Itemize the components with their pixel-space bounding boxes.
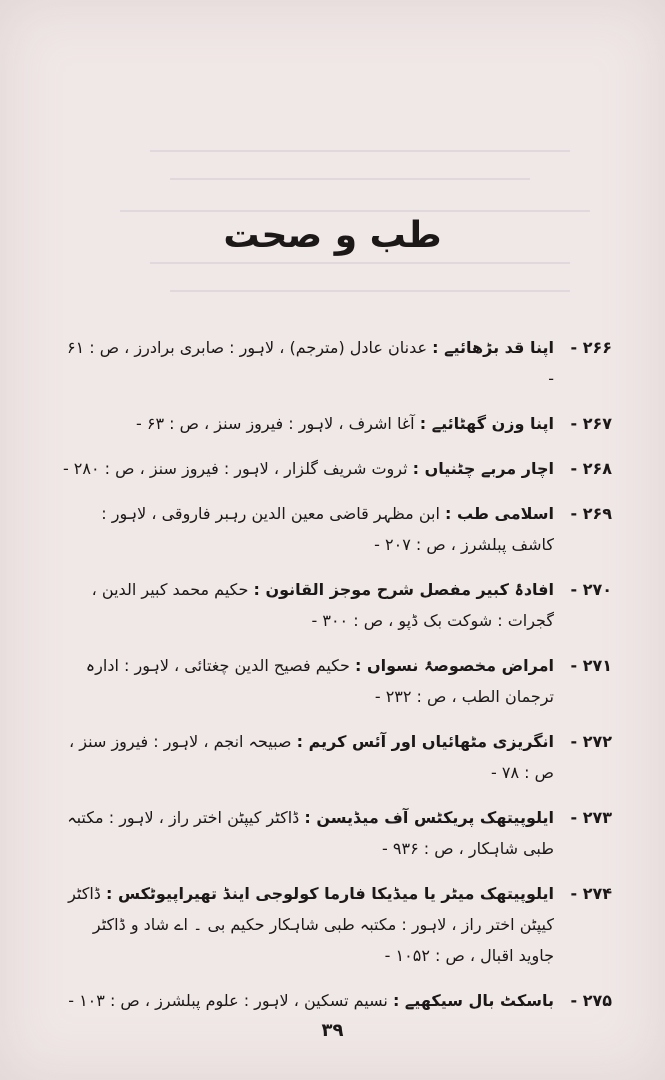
entry-title: اسلامی طب : [444, 504, 554, 523]
entry-details: صبیحہ انجم ، لاہور : فیروز سنز ، ص : ۷۸ - [69, 732, 554, 782]
show-through-line [170, 178, 530, 180]
entry-details: حکیم فصیح الدین چغتائی ، لاہور : ادارہ ترجمان الطب ، ص : ۲۳۲ - [85, 656, 554, 706]
entry-number: ۲۶۶ - [570, 338, 612, 357]
bibliography-entry [60, 332, 612, 394]
bibliography-entry [60, 802, 612, 864]
bibliography-entry [60, 408, 612, 439]
entry-details: حکیم محمد کبیر الدین ، گجرات : شوکت بک ڈپو ، ص : ۳۰۰ - [91, 580, 554, 630]
page-number: ۳۹ [321, 1020, 344, 1041]
entry-number: ۲۷۳ - [570, 808, 612, 827]
entry-details: عدنان عادل (مترجم) ، لاہور : صابری برادرز ، ص : ۶۱ - [66, 338, 554, 388]
entry-text [60, 408, 554, 439]
entry-number: ۲۷۱ - [570, 656, 612, 675]
entry-number: ۲۷۵ - [570, 991, 612, 1010]
entry-title: اچار مربے چٹنیاں : [412, 459, 554, 478]
entry-title: اپنا قد بڑھائیے : [432, 338, 554, 357]
entry-details: ڈاکٹر کیپٹن اختر راز ، لاہور : مکتبہ طبی شاہکار حکیم بی ۔ اے شاد و ڈاکٹر جاوید اقبال ، ص : ۱۰۵۲ - [68, 884, 554, 965]
entry-number: ۲۷۰ - [570, 580, 612, 599]
bibliography-entry [60, 726, 612, 788]
entry-details: ثروت شریف گلزار ، لاہور : فیروز سنز ، ص : ۲۸۰ - [62, 459, 408, 478]
entry-details: ابن مظہر قاضی معین الدین رہبر فاروقی ، لاہور : کاشف پبلشرز ، ص : ۲۰۷ - [101, 504, 554, 554]
entry-number: ۲۷۴ - [570, 884, 612, 903]
show-through-line [150, 262, 570, 264]
show-through-line [150, 150, 570, 152]
entry-title: ایلوپیتھک میٹر یا میڈیکا فارما کولوجی اینڈ تھیراپیوٹکس : [106, 884, 554, 903]
entry-title: افادۂ کبیر مفصل شرح موجز القانون : [253, 580, 554, 599]
bibliography-entry [60, 878, 612, 971]
entry-number: ۲۷۲ - [570, 732, 612, 751]
entry-text [60, 802, 554, 864]
bibliography-entry [60, 985, 612, 1016]
entry-number: ۲۶۸ - [570, 459, 612, 478]
entry-title: باسکٹ بال سیکھیے : [392, 991, 554, 1010]
entry-number: ۲۶۹ - [570, 504, 612, 523]
entry-title: ایلوپیتھک پریکٹس آف میڈیسن : [304, 808, 554, 827]
section-heading: طب و صحت [223, 215, 442, 256]
bibliography-entry [60, 574, 612, 636]
entry-title: اپنا وزن گھٹائیے : [419, 414, 554, 433]
entry-text [60, 985, 554, 1016]
show-through-line [170, 290, 570, 292]
show-through-line [120, 210, 590, 212]
entry-text [60, 650, 554, 712]
entry-details: آغا اشرف ، لاہور : فیروز سنز ، ص : ۶۳ - [136, 414, 415, 433]
entry-text [60, 878, 554, 971]
entry-text [60, 332, 554, 394]
bibliography-entry [60, 453, 612, 484]
entry-number: ۲۶۷ - [570, 414, 612, 433]
entry-title: انگریزی مٹھائیاں اور آئس کریم : [296, 732, 554, 751]
bibliography-entry [60, 498, 612, 560]
entry-details: ڈاکٹر کیپٹن اختر راز ، لاہور : مکتبہ طبی شاہکار ، ص : ۹۳۶ - [67, 808, 554, 858]
entry-title: امراض مخصوصۂ نسواں : [355, 656, 554, 675]
entry-text [60, 726, 554, 788]
entry-text [60, 498, 554, 560]
bibliography-entry [60, 650, 612, 712]
bibliography-list [60, 332, 612, 1030]
entry-details: نسیم تسکین ، لاہور : علوم پبلشرز ، ص : ۱۰۳ - [68, 991, 388, 1010]
entry-text [60, 453, 554, 484]
entry-text [60, 574, 554, 636]
